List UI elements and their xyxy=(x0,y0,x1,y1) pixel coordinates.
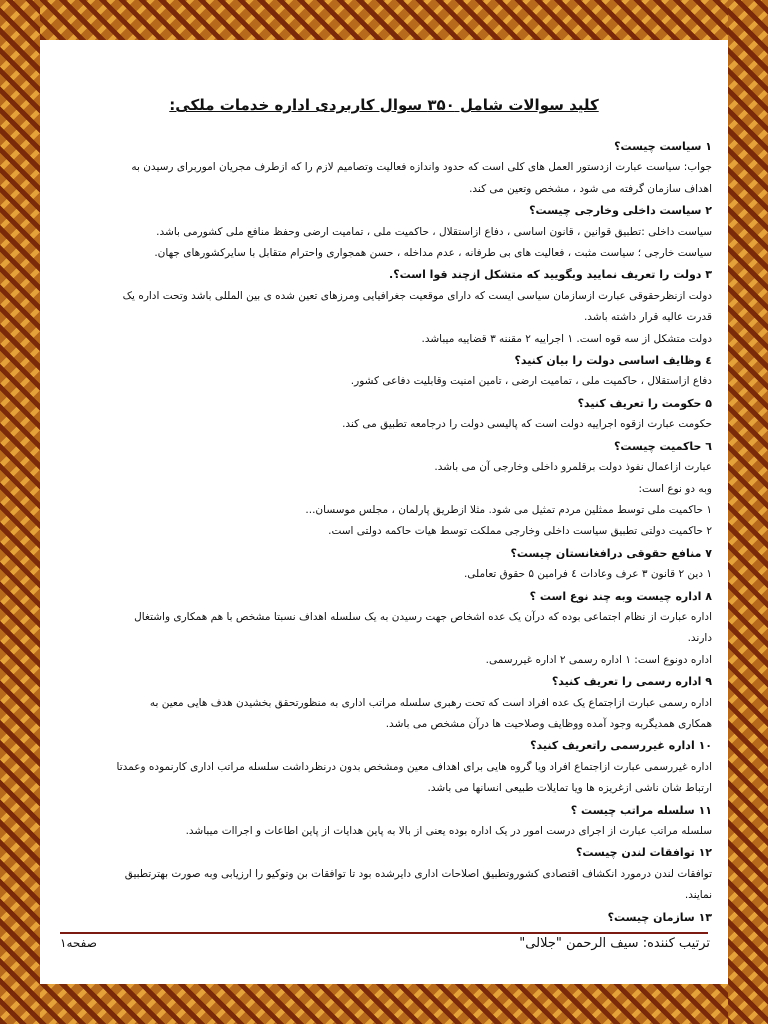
question-heading: ۱۰ اداره غیررسمی راتعریف کنید؟ xyxy=(530,739,712,753)
answer-line: دفاع ازاستقلال ، حاکمیت ملی ، تمامیت ارضی ، تامین امنیت وقابلیت دفاعی کشور. xyxy=(350,375,712,388)
question-heading: ۲ سیاست داخلی وخارجی چیست؟ xyxy=(529,204,712,218)
answer-line: توافقات لندن درمورد انکشاف اقتصادی کشوروتطبیق اصلاحات اداری دایرشده بود تا توافقات بن وتوکیو را ارزیابی وبه صورت بهترتطبیق xyxy=(124,867,712,880)
answer-line: جواب: سیاست عبارت ازدستور العمل های کلی است که حدود واندازه فعالیت وتصامیم لازم را که ازطرف مجریان اموربرای رسیدن به xyxy=(131,161,712,174)
decorative-border-bottom xyxy=(0,984,768,1024)
answer-line: اداره دونوع است: ۱ اداره رسمی ۲ اداره غیررسمی. xyxy=(485,653,712,666)
document-title: کلید سوالات شامل ۳۵۰ سوال کاربردی اداره خدمات ملکی: xyxy=(169,96,599,114)
answer-line: وبه دو نوع است: xyxy=(638,482,712,495)
question-heading: ۵ حکومت را تعریف کنید؟ xyxy=(577,396,712,410)
footer-compiler: ترتیب کننده: سیف الرحمن "جلالی" xyxy=(519,936,710,951)
question-heading: ۱۲ توافقات لندن چیست؟ xyxy=(575,846,712,860)
document-page xyxy=(52,48,716,976)
answer-line: دولت ازنظرحقوقی عبارت ازسازمان سیاسی ایست که دارای موقعیت جغرافیایی ومرزهای تعین شده ی بین المللی باشد وتحت اداره یک xyxy=(122,289,712,302)
question-heading: ۳ دولت را تعریف نمایید وبگویید که متشکل ازچند قوا است؟. xyxy=(389,268,712,282)
answer-line: همکاری همدیگربه وجود آمده ووظایف وصلاحیت ها درآن مشخص می باشد. xyxy=(385,717,712,730)
answer-line: ۲ حاکمیت دولتی تطبیق سیاست داخلی وخارجی مملکت توسط هیات حاکمه دولتی است. xyxy=(328,525,712,538)
answer-line: ۱ حاکمیت ملی توسط ممثلین مردم تمثیل می شود. مثلا ازطریق پارلمان ، مجلس موسسان... xyxy=(305,503,712,516)
decorative-border-right xyxy=(728,0,768,1024)
question-heading: ٦ حاکمیت چیست؟ xyxy=(614,439,712,453)
answer-line: اداره رسمی عبارت ازاجتماع یک عده افراد است که تحت رهبری سلسله مراتب اداری به منظورتحقق بخشیدن هدف هایی معین به xyxy=(149,696,712,709)
answer-line: اداره عبارت از نظام اجتماعی بوده که درآن یک عده اشخاص جهت رسیدن به یک سلسله اهداف نسبتا مشخص با هم همکاری واشتغال xyxy=(134,610,712,623)
question-heading: ۱۱ سلسله مراتب چیست ؟ xyxy=(570,803,712,817)
answer-line: ارتباط شان ناشی ازغریزه ها ویا تمایلات طبیعی انسانها می باشد. xyxy=(427,782,712,795)
decorative-border-left xyxy=(0,0,40,1024)
answer-line: سیاست داخلی :تطبیق قوانین ، قانون اساسی ، دفاع ازاستقلال ، حاکمیت ملی ، تمامیت ارضی وحفظ منافع ملی کشورمی باشد. xyxy=(156,225,712,238)
decorative-border-top xyxy=(0,0,768,40)
answer-line: سیاست خارجی ؛ سیاست مثبت ، فعالیت های بی طرفانه ، عدم مداخله ، حسن همجواری واحترام متقابل با سایرکشورهای جهان. xyxy=(154,247,712,260)
footer-page-number: صفحه۱ xyxy=(60,936,97,950)
answer-line: قدرت عالیه قرار داشته باشد. xyxy=(583,311,712,324)
answer-line: عبارت ازاعمال نفوذ دولت برقلمرو داخلی وخارجی آن می باشد. xyxy=(434,461,712,474)
answer-line: حکومت عبارت ازقوه اجراییه دولت است که پالیسی دولت را درجامعه تطبیق می کند. xyxy=(342,418,712,431)
answer-line: دارند. xyxy=(687,632,712,645)
answer-line: اداره غیررسمی عبارت ازاجتماع افراد ویا گروه هایی برای اهداف معین ومشخص بدون درنظرداشت سلسله مراتب اداری کارنموده وعمدتا xyxy=(116,760,712,773)
question-heading: ۹ اداره رسمی را تعریف کنید؟ xyxy=(551,675,712,689)
question-heading: ۱ سیاست چیست؟ xyxy=(614,140,712,153)
answer-line: نمایند. xyxy=(684,889,712,902)
document-body xyxy=(56,136,712,928)
answer-line: اهداف سازمان گرفته می شود ، مشخص وتعین می کند. xyxy=(469,182,712,195)
question-heading: ۸ اداره چیست وبه چند نوع است ؟ xyxy=(529,589,712,603)
question-heading: ۱۳ سازمان چیست؟ xyxy=(607,910,712,924)
question-heading: ۷ منافع حقوقی درافغانستان چیست؟ xyxy=(510,546,712,560)
answer-line: ۱ دین ۲ قانون ۳ عرف وعادات ٤ فرامین ۵ حقوق تعاملی. xyxy=(463,568,712,581)
footer-divider xyxy=(60,932,708,934)
question-heading: ٤ وظایف اساسی دولت را بیان کنید؟ xyxy=(514,354,712,368)
answer-line: سلسله مراتب عبارت از اجرای درست امور در یک اداره بوده یعنی از بالا به پاین هدایات از پاین اطاعات و اجراات میباشد. xyxy=(185,825,712,837)
answer-line: دولت متشکل از سه قوه است. ۱ اجراییه ۲ مقننه ۳ قضاییه میباشد. xyxy=(421,332,712,345)
